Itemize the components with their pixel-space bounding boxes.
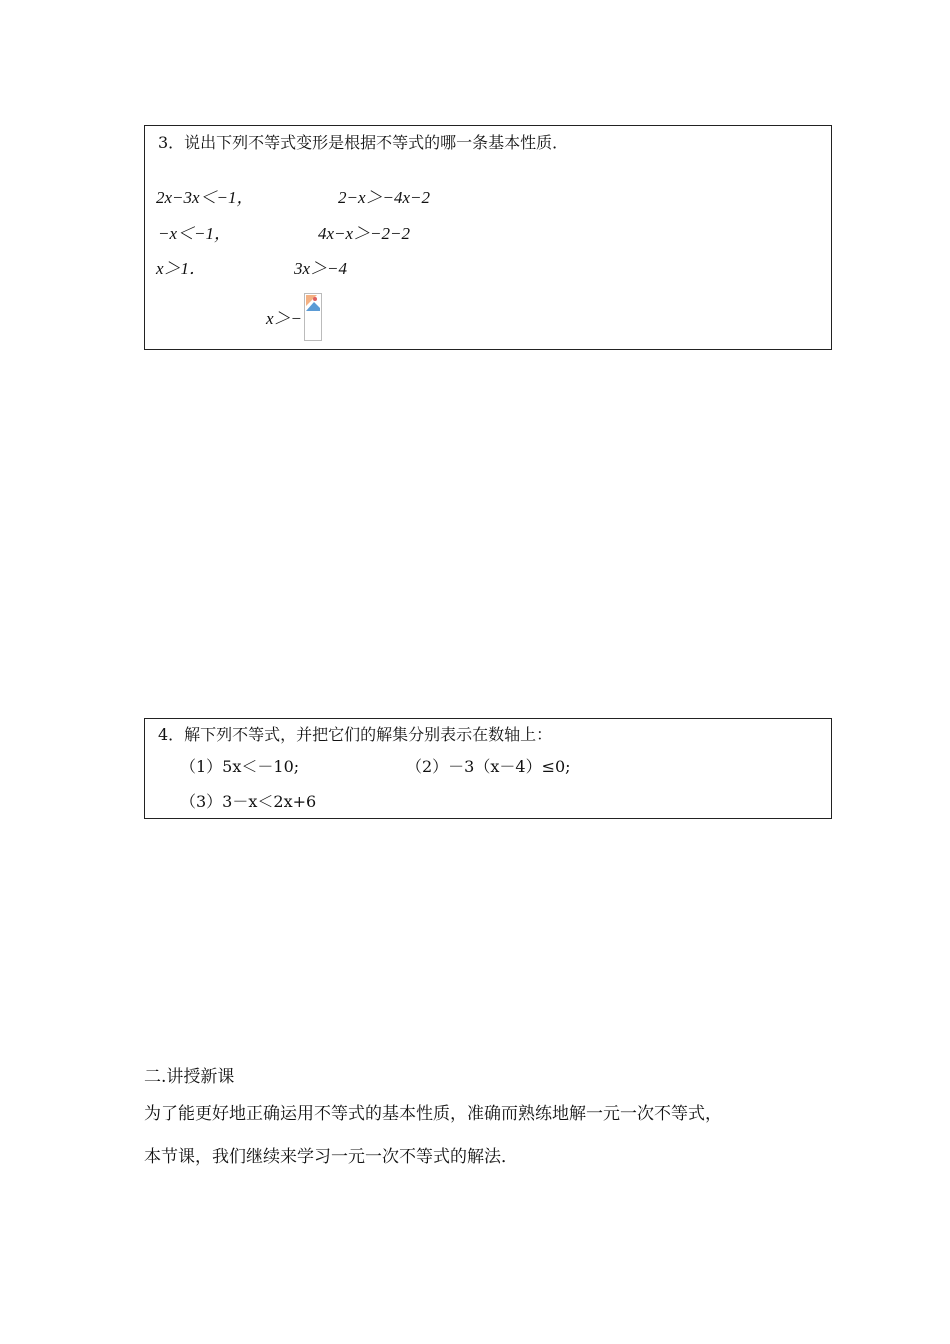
q3-left-step-2: −x＜−1， <box>158 224 231 243</box>
section-paragraph-line-1: 为了能更好地正确运用不等式的基本性质，准确而熟练地解一元一次不等式， <box>144 1104 722 1124</box>
section-heading: 二.讲授新课 <box>144 1067 235 1087</box>
q3-right-step-4: x＞− <box>266 309 303 328</box>
q4-item-3: （3）3－x＜2x+6 <box>180 792 317 811</box>
question-4-title: 4．解下列不等式，并把它们的解集分别表示在数轴上： <box>158 725 553 744</box>
q3-right-step-3: 3x＞−4 <box>294 259 348 278</box>
q3-left-step-1: 2x−3x＜−1， <box>156 188 254 207</box>
section-paragraph-line-2: 本节课，我们继续来学习一元一次不等式的解法． <box>144 1147 518 1167</box>
question-3-box <box>144 125 832 350</box>
broken-image-icon <box>304 293 322 341</box>
q3-right-step-1: 2−x＞−4x−2 <box>338 188 431 207</box>
q3-right-step-2: 4x−x＞−2−2 <box>318 224 411 243</box>
q3-left-step-3: x＞1． <box>156 259 207 278</box>
q4-item-1: （1）5x＜－10; <box>180 757 300 776</box>
question-3-title: 3．说出下列不等式变形是根据不等式的哪一条基本性质． <box>158 133 569 152</box>
q4-item-2: （2）－3（x－4）≤0; <box>406 757 571 776</box>
